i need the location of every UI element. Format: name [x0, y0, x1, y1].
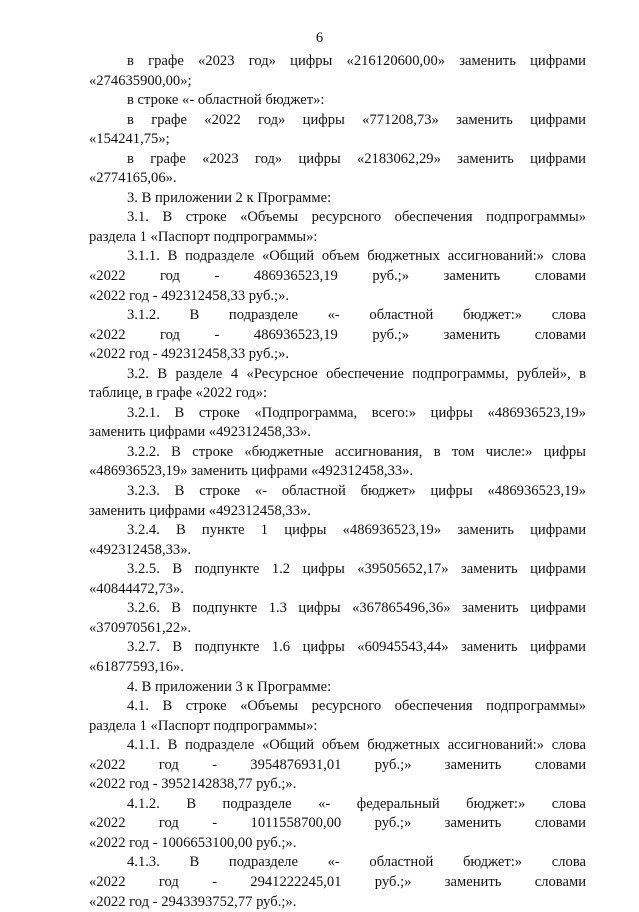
text-line: 3.2.5. В подпункте 1.2 цифры «39505652,17» заменить цифрами	[127, 561, 586, 578]
text-line: 3.2.2. В строке «бюджетные ассигнования, в том числе:» цифры	[127, 443, 586, 460]
text-line: заменить цифрами «492312458,33».	[89, 424, 311, 441]
text-line: 4.1. В строке «Объемы ресурсного обеспечения подпрограммы»	[127, 698, 586, 715]
text-line: «2022 год - 1006653100,00 руб.;».	[89, 834, 297, 851]
text-line: «2022 год - 2943393752,77 руб.;».	[89, 893, 297, 910]
text-line: «274635900,00»;	[89, 72, 192, 89]
text-line: «486936523,19» заменить цифрами «492312458,33».	[89, 463, 414, 480]
text-line: раздела 1 «Паспорт подпрограммы»:	[89, 717, 318, 734]
text-line: 3.2.4. В пункте 1 цифры «486936523,19» заменить цифрами	[127, 522, 586, 539]
text-line: 3.2.6. В подпункте 1.3 цифры «367865496,36» заменить цифрами	[127, 600, 586, 617]
document-body	[89, 52, 586, 912]
text-line: в графе «2023 год» цифры «216120600,00» заменить цифрами	[127, 53, 586, 69]
text-line: «370970561,22».	[89, 619, 192, 636]
text-line: 3.2.7. В подпункте 1.6 цифры «60945543,44» заменить цифрами	[127, 639, 586, 656]
text-line: 4.1.3. В подразделе «- областной бюджет:» слова	[127, 854, 586, 871]
text-line: 3.2.1. В строке «Подпрограмма, всего:» цифры «486936523,19»	[127, 404, 586, 421]
text-line: «2022 год - 486936523,19 руб.;» заменить словами	[89, 326, 586, 343]
text-line: 3. В приложении 2 к Программе:	[127, 189, 332, 206]
text-line: «154241,75»;	[89, 131, 170, 148]
text-line: 3.2. В разделе 4 «Ресурсное обеспечение подпрограммы, рублей», в	[127, 365, 586, 382]
text-line: 4.1.1. В подразделе «Общий объем бюджетных ассигнований:» слова	[127, 737, 586, 754]
text-line: 3.2.3. В строке «- областной бюджет» цифры «486936523,19»	[127, 483, 586, 500]
text-line: 3.1. В строке «Объемы ресурсного обеспечения подпрограммы»	[127, 209, 586, 226]
text-line: «2022 год - 3952142838,77 руб.;».	[89, 776, 297, 793]
text-line: в строке «- областной бюджет»:	[127, 92, 325, 109]
text-line: 3.1.2. В подразделе «- областной бюджет:» слова	[127, 307, 586, 324]
text-line: «2774165,06».	[89, 170, 177, 187]
text-line: «2022 год - 492312458,33 руб.;».	[89, 346, 290, 363]
text-line: заменить цифрами «492312458,33».	[89, 502, 311, 519]
text-line: 4.1.2. В подразделе «- федеральный бюджет:» слова	[127, 795, 586, 812]
page-number: 6	[315, 30, 324, 46]
text-line: «40844472,73».	[89, 580, 184, 597]
text-line: 4. В приложении 3 к Программе:	[127, 678, 332, 695]
text-line: «492312458,33».	[89, 541, 192, 558]
text-line: таблице, в графе «2022 год»:	[89, 385, 268, 402]
text-line: «2022 год - 2941222245,01 руб.;» заменить словами	[89, 873, 586, 890]
text-line: в графе «2023 год» цифры «2183062,29» заменить цифрами	[127, 150, 586, 167]
text-line: 3.1.1. В подразделе «Общий объем бюджетных ассигнований:» слова	[127, 248, 586, 265]
text-line: «2022 год - 1011558700,00 руб.;» заменить словами	[89, 815, 586, 832]
text-line: раздела 1 «Паспорт подпрограммы»:	[89, 228, 318, 245]
text-line: «2022 год - 3954876931,01 руб.;» заменить словами	[89, 756, 586, 773]
text-line: в графе «2022 год» цифры «771208,73» заменить цифрами	[127, 111, 586, 128]
text-line: «2022 год - 486936523,19 руб.;» заменить словами	[89, 268, 586, 285]
text-line: «61877593,16».	[89, 658, 184, 675]
text-line: «2022 год - 492312458,33 руб.;».	[89, 287, 290, 304]
